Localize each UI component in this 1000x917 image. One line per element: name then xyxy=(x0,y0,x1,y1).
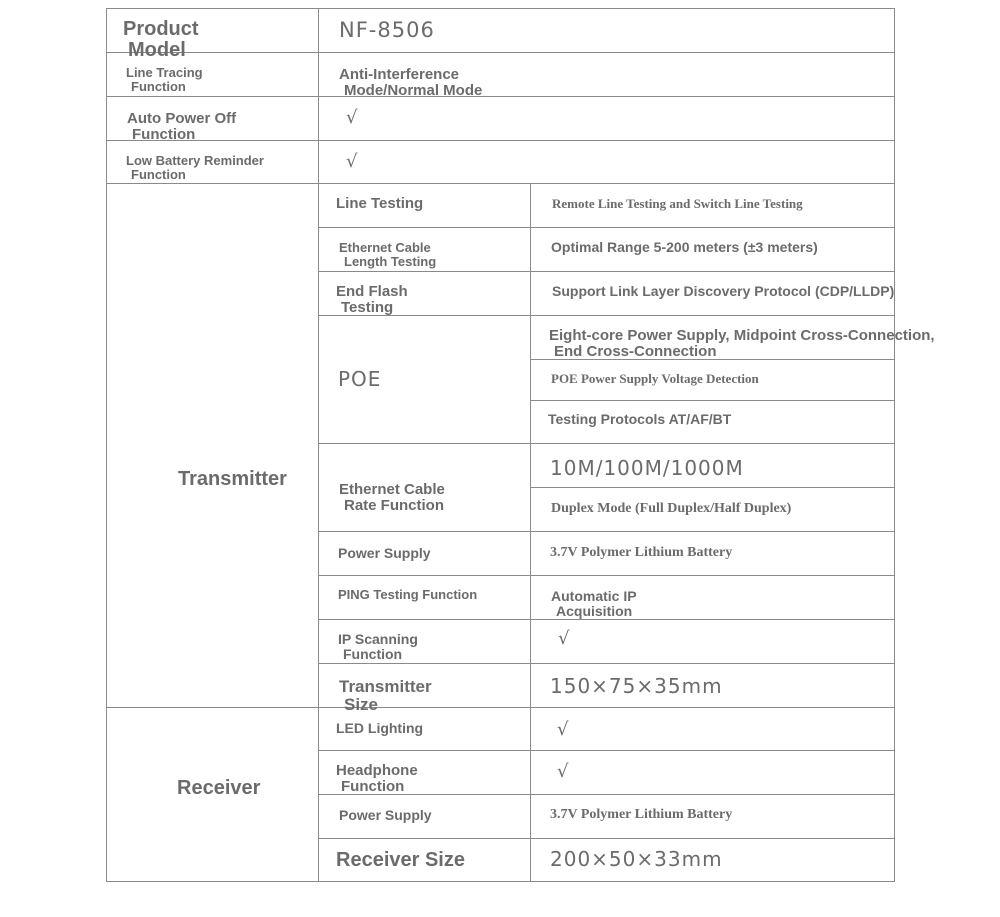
headphone-check-icon: √ xyxy=(557,761,569,782)
poe-label: POE xyxy=(338,367,382,391)
product-model-label: Product Model xyxy=(123,18,199,61)
transmitter-size-value: 150×75×35mm xyxy=(550,674,723,698)
grid-line xyxy=(106,52,895,53)
transmitter-power-supply-label: Power Supply xyxy=(338,545,431,561)
end-flash-label: End Flash Testing xyxy=(336,283,408,316)
line-tracing-label: Line Tracing Function xyxy=(126,65,203,94)
low-battery-check-icon: √ xyxy=(346,151,358,172)
grid-line xyxy=(318,271,895,272)
led-lighting-label: LED Lighting xyxy=(336,720,424,736)
receiver-title: Receiver xyxy=(177,777,261,799)
grid-line xyxy=(106,881,895,882)
grid-line xyxy=(318,750,895,751)
grid-line xyxy=(318,575,895,576)
line-testing-label: Line Testing xyxy=(336,195,424,212)
receiver-power-supply-value: 3.7V Polymer Lithium Battery xyxy=(550,807,733,822)
transmitter-power-supply-value: 3.7V Polymer Lithium Battery xyxy=(550,545,733,560)
grid-line xyxy=(318,443,895,444)
cable-length-value: Optimal Range 5-200 meters (±3 meters) xyxy=(551,239,818,255)
receiver-size-label: Receiver Size xyxy=(336,849,465,871)
cable-rate-label: Ethernet Cable Rate Function xyxy=(339,481,445,514)
cable-rate-duplex: Duplex Mode (Full Duplex/Half Duplex) xyxy=(551,501,792,516)
grid-line xyxy=(106,183,895,184)
grid-line xyxy=(106,8,895,9)
grid-line xyxy=(318,8,319,882)
receiver-power-supply-label: Power Supply xyxy=(339,807,432,823)
cable-rate-speeds: 10M/100M/1000M xyxy=(550,456,744,480)
auto-power-off-check-icon: √ xyxy=(346,107,358,128)
grid-line xyxy=(318,619,895,620)
ping-value: Automatic IP Acquisition xyxy=(551,588,637,619)
poe-value-protocols: Testing Protocols AT/AF/BT xyxy=(548,411,732,427)
led-lighting-check-icon: √ xyxy=(557,719,569,740)
grid-line xyxy=(318,663,895,664)
grid-line xyxy=(530,487,895,488)
poe-value-power-supply: Eight-core Power Supply, Midpoint Cross-Connection, End Cross-Connection xyxy=(549,327,935,360)
grid-line xyxy=(106,96,895,97)
transmitter-size-label: Transmitter Size xyxy=(339,677,432,714)
ip-scanning-check-icon: √ xyxy=(558,628,570,649)
grid-line xyxy=(318,838,895,839)
grid-line xyxy=(106,8,107,882)
cable-length-label: Ethernet Cable Length Testing xyxy=(339,240,437,269)
grid-line xyxy=(530,183,531,882)
grid-line xyxy=(106,707,895,708)
grid-line xyxy=(318,227,895,228)
transmitter-title: Transmitter xyxy=(178,468,287,490)
receiver-size-value: 200×50×33mm xyxy=(550,847,723,871)
headphone-label: Headphone Function xyxy=(336,762,418,795)
line-tracing-value: Anti-Interference Mode/Normal Mode xyxy=(339,66,483,99)
ping-label: PING Testing Function xyxy=(338,587,478,602)
low-battery-label: Low Battery Reminder Function xyxy=(126,153,264,182)
grid-line xyxy=(318,531,895,532)
ip-scanning-label: IP Scanning Function xyxy=(338,631,418,662)
grid-line xyxy=(530,400,895,401)
auto-power-off-label: Auto Power Off Function xyxy=(127,110,237,143)
grid-line xyxy=(894,8,895,882)
line-testing-value: Remote Line Testing and Switch Line Testing xyxy=(552,196,803,211)
product-model-value: NF-8506 xyxy=(339,18,435,42)
poe-value-voltage-detection: POE Power Supply Voltage Detection xyxy=(551,371,759,386)
end-flash-value: Support Link Layer Discovery Protocol (CDP/LLDP) xyxy=(552,283,895,299)
